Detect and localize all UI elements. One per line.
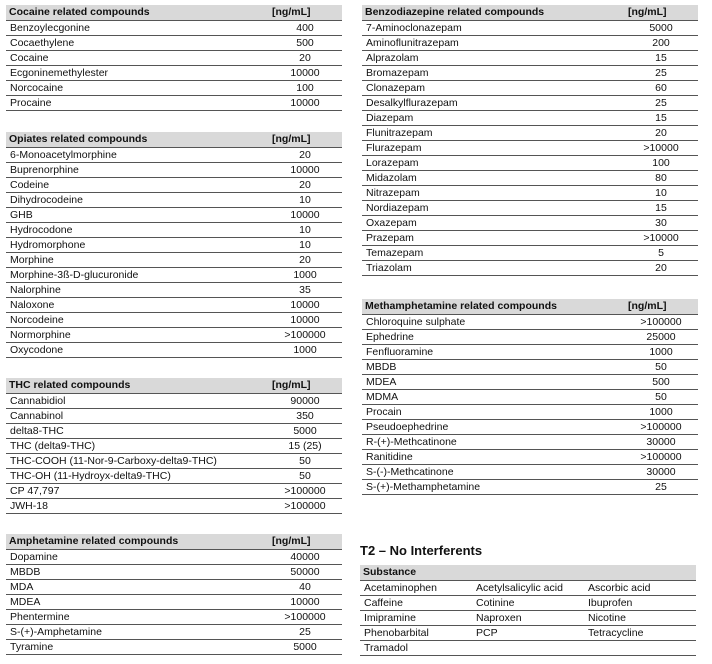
compound-name: Lorazepam	[362, 156, 624, 171]
compound-name: Norcodeine	[6, 313, 268, 328]
t2-title: T2 – No Interferents	[360, 543, 483, 558]
cutoff-value: 15	[624, 201, 698, 216]
cutoff-value: 5000	[268, 424, 342, 439]
compound-name: Oxazepam	[362, 216, 624, 231]
t2-substance-table	[360, 565, 696, 656]
cutoff-value: 10	[624, 186, 698, 201]
cutoff-value: 10	[268, 223, 342, 238]
table-row	[362, 156, 698, 171]
cutoff-value: 20	[624, 261, 698, 276]
substance-header: Substance	[360, 565, 696, 581]
compound-name: Flunitrazepam	[362, 126, 624, 141]
substance-name: Tetracycline	[584, 626, 696, 641]
table-row	[6, 394, 342, 409]
cocaine-table	[6, 5, 342, 111]
compound-name: Clonazepam	[362, 81, 624, 96]
compound-name: Dihydrocodeine	[6, 193, 268, 208]
unit-header: [ng/mL]	[268, 378, 342, 394]
compound-name: Chloroquine sulphate	[362, 315, 624, 330]
compound-name: Oxycodone	[6, 343, 268, 358]
cutoff-value: 40	[268, 580, 342, 595]
compound-name: Ecgoninemethylester	[6, 66, 268, 81]
compound-name: Normorphine	[6, 328, 268, 343]
table-row	[6, 81, 342, 96]
cutoff-value: 50	[624, 360, 698, 375]
compound-name: Nitrazepam	[362, 186, 624, 201]
cutoff-value: 100	[624, 156, 698, 171]
cutoff-value: 5000	[268, 640, 342, 655]
compound-name: 6-Monoacetylmorphine	[6, 148, 268, 163]
compound-name: MDEA	[362, 375, 624, 390]
table-row	[6, 238, 342, 253]
cutoff-value: 50	[268, 454, 342, 469]
substance-name: Naproxen	[472, 611, 584, 626]
compound-name: Buprenorphine	[6, 163, 268, 178]
cutoff-value: >100000	[624, 420, 698, 435]
compound-name: Naloxone	[6, 298, 268, 313]
table-row	[362, 246, 698, 261]
compound-name: Desalkylflurazepam	[362, 96, 624, 111]
compound-name: Morphine-3ß-D-glucuronide	[6, 268, 268, 283]
table-row	[362, 360, 698, 375]
cutoff-value: 1000	[624, 345, 698, 360]
cutoff-value: 15 (25)	[268, 439, 342, 454]
table-row	[6, 253, 342, 268]
compound-name: GHB	[6, 208, 268, 223]
cutoff-value: >100000	[268, 328, 342, 343]
table-row	[6, 21, 342, 36]
table-row	[362, 315, 698, 330]
table-row	[6, 595, 342, 610]
cutoff-value: 10	[268, 193, 342, 208]
table-row	[6, 178, 342, 193]
compound-name: Aminoflunitrazepam	[362, 36, 624, 51]
table-row	[6, 499, 342, 514]
table-title: Methamphetamine related compounds	[362, 299, 624, 315]
cutoff-value: 20	[268, 253, 342, 268]
cutoff-value: 25	[624, 96, 698, 111]
table-title: Amphetamine related compounds	[6, 534, 268, 550]
table-row	[362, 231, 698, 246]
cutoff-value: 35	[268, 283, 342, 298]
cutoff-value: 10000	[268, 595, 342, 610]
compound-name: S-(+)-Amphetamine	[6, 625, 268, 640]
substance-name: Nicotine	[584, 611, 696, 626]
compound-name: Benzoylecgonine	[6, 21, 268, 36]
cutoff-value: 1000	[624, 405, 698, 420]
compound-name: MDA	[6, 580, 268, 595]
substance-name: Ibuprofen	[584, 596, 696, 611]
compound-name: Cannabidiol	[6, 394, 268, 409]
table-row	[362, 465, 698, 480]
table-row	[362, 375, 698, 390]
substance-name	[472, 641, 584, 656]
compound-name: Alprazolam	[362, 51, 624, 66]
compound-name: S-(-)-Methcatinone	[362, 465, 624, 480]
substance-name: Cotinine	[472, 596, 584, 611]
unit-header: [ng/mL]	[268, 5, 342, 21]
substance-name: PCP	[472, 626, 584, 641]
compound-name: Triazolam	[362, 261, 624, 276]
table-row	[6, 193, 342, 208]
table-row	[362, 111, 698, 126]
table-row	[362, 141, 698, 156]
table-row	[360, 611, 696, 626]
compound-name: Ranitidine	[362, 450, 624, 465]
compound-name: Tyramine	[6, 640, 268, 655]
table-row	[6, 148, 342, 163]
table-row	[362, 126, 698, 141]
compound-name: Hydrocodone	[6, 223, 268, 238]
table-row	[362, 450, 698, 465]
compound-name: Nalorphine	[6, 283, 268, 298]
substance-name: Acetaminophen	[360, 581, 472, 596]
table-row	[360, 581, 696, 596]
unit-header: [ng/mL]	[624, 5, 698, 21]
compound-name: Norcocaine	[6, 81, 268, 96]
thc-table	[6, 378, 342, 514]
table-row	[6, 409, 342, 424]
compound-name: MBDB	[362, 360, 624, 375]
table-row	[362, 36, 698, 51]
compound-name: Codeine	[6, 178, 268, 193]
compound-name: delta8-THC	[6, 424, 268, 439]
table-row	[6, 343, 342, 358]
cutoff-value: 1000	[268, 268, 342, 283]
cutoff-value: 20	[268, 51, 342, 66]
compound-name: 7-Aminoclonazepam	[362, 21, 624, 36]
cutoff-value: 90000	[268, 394, 342, 409]
compound-name: Procain	[362, 405, 624, 420]
table-row	[6, 223, 342, 238]
cutoff-value: >100000	[268, 484, 342, 499]
cutoff-value: 10000	[268, 66, 342, 81]
cutoff-value: >10000	[624, 141, 698, 156]
compound-name: Nordiazepam	[362, 201, 624, 216]
table-row	[6, 268, 342, 283]
cutoff-value: 30000	[624, 465, 698, 480]
table-row	[6, 283, 342, 298]
cutoff-value: 40000	[268, 550, 342, 565]
cutoff-value: >100000	[268, 499, 342, 514]
table-row	[6, 439, 342, 454]
compound-name: CP 47,797	[6, 484, 268, 499]
cutoff-value: >100000	[268, 610, 342, 625]
table-row	[6, 625, 342, 640]
methamphetamine-table	[362, 299, 698, 495]
cutoff-value: 5000	[624, 21, 698, 36]
substance-name	[584, 641, 696, 656]
cutoff-value: 30	[624, 216, 698, 231]
unit-header: [ng/mL]	[624, 299, 698, 315]
compound-name: Pseudoephedrine	[362, 420, 624, 435]
table-row	[6, 580, 342, 595]
table-row	[362, 171, 698, 186]
table-row	[6, 51, 342, 66]
compound-name: Cocaethylene	[6, 36, 268, 51]
table-row	[6, 298, 342, 313]
table-row	[6, 36, 342, 51]
table-row	[362, 201, 698, 216]
cutoff-value: 500	[624, 375, 698, 390]
compound-name: Procaine	[6, 96, 268, 111]
amphetamine-table	[6, 534, 342, 655]
compound-name: Cocaine	[6, 51, 268, 66]
table-row	[6, 163, 342, 178]
unit-header: [ng/mL]	[268, 132, 342, 148]
table-row	[362, 420, 698, 435]
cutoff-value: 60	[624, 81, 698, 96]
table-row	[362, 21, 698, 36]
table-row	[360, 596, 696, 611]
cutoff-value: 200	[624, 36, 698, 51]
substance-name: Tramadol	[360, 641, 472, 656]
substance-name: Phenobarbital	[360, 626, 472, 641]
cutoff-value: 1000	[268, 343, 342, 358]
compound-name: Morphine	[6, 253, 268, 268]
cutoff-value: 15	[624, 51, 698, 66]
cutoff-value: 5	[624, 246, 698, 261]
cutoff-value: 50000	[268, 565, 342, 580]
cutoff-value: 20	[268, 178, 342, 193]
compound-name: Midazolam	[362, 171, 624, 186]
table-row	[6, 565, 342, 580]
cutoff-value: 10000	[268, 208, 342, 223]
cutoff-value: 10	[268, 238, 342, 253]
table-row	[6, 484, 342, 499]
table-title: THC related compounds	[6, 378, 268, 394]
compound-name: THC (delta9-THC)	[6, 439, 268, 454]
table-row	[6, 550, 342, 565]
table-row	[362, 216, 698, 231]
benzodiazepine-table	[362, 5, 698, 276]
compound-name: Bromazepam	[362, 66, 624, 81]
table-row	[362, 96, 698, 111]
compound-name: Temazepam	[362, 246, 624, 261]
substance-name: Imipramine	[360, 611, 472, 626]
compound-name: THC-COOH (11-Nor-9-Carboxy-delta9-THC)	[6, 454, 268, 469]
table-row	[362, 345, 698, 360]
cutoff-value: 500	[268, 36, 342, 51]
cutoff-value: 10000	[268, 96, 342, 111]
compound-name: THC-OH (11-Hydroyx-delta9-THC)	[6, 469, 268, 484]
cutoff-value: 80	[624, 171, 698, 186]
table-row	[362, 390, 698, 405]
compound-name: S-(+)-Methamphetamine	[362, 480, 624, 495]
cutoff-value: 30000	[624, 435, 698, 450]
compound-name: Fenfluoramine	[362, 345, 624, 360]
unit-header: [ng/mL]	[268, 534, 342, 550]
compound-name: R-(+)-Methcatinone	[362, 435, 624, 450]
table-row	[360, 641, 696, 656]
table-row	[360, 626, 696, 641]
compound-name: Diazepam	[362, 111, 624, 126]
table-row	[6, 454, 342, 469]
compound-name: MDMA	[362, 390, 624, 405]
compound-name: MDEA	[6, 595, 268, 610]
compound-name: Prazepam	[362, 231, 624, 246]
cutoff-value: 100	[268, 81, 342, 96]
table-row	[362, 330, 698, 345]
cutoff-value: 20	[268, 148, 342, 163]
cutoff-value: >10000	[624, 231, 698, 246]
compound-name: Flurazepam	[362, 141, 624, 156]
cutoff-value: >100000	[624, 450, 698, 465]
table-row	[6, 424, 342, 439]
cutoff-value: 10000	[268, 163, 342, 178]
compound-name: Dopamine	[6, 550, 268, 565]
table-row	[362, 81, 698, 96]
table-row	[6, 208, 342, 223]
table-row	[362, 51, 698, 66]
table-row	[6, 328, 342, 343]
compound-name: Phentermine	[6, 610, 268, 625]
substance-name: Caffeine	[360, 596, 472, 611]
table-row	[362, 435, 698, 450]
cutoff-value: 25000	[624, 330, 698, 345]
cutoff-value: 10000	[268, 298, 342, 313]
cutoff-value: 400	[268, 21, 342, 36]
table-row	[362, 480, 698, 495]
table-row	[362, 66, 698, 81]
cutoff-value: 25	[624, 480, 698, 495]
compound-name: JWH-18	[6, 499, 268, 514]
compound-name: MBDB	[6, 565, 268, 580]
table-title: Cocaine related compounds	[6, 5, 268, 21]
cutoff-value: 25	[268, 625, 342, 640]
cutoff-value: 15	[624, 111, 698, 126]
cutoff-value: 50	[624, 390, 698, 405]
table-row	[6, 313, 342, 328]
table-row	[6, 96, 342, 111]
substance-name: Acetylsalicylic acid	[472, 581, 584, 596]
table-row	[6, 469, 342, 484]
cutoff-value: 50	[268, 469, 342, 484]
cutoff-value: 350	[268, 409, 342, 424]
compound-name: Hydromorphone	[6, 238, 268, 253]
table-row	[6, 66, 342, 81]
compound-name: Cannabinol	[6, 409, 268, 424]
cutoff-value: 20	[624, 126, 698, 141]
cutoff-value: 10000	[268, 313, 342, 328]
compound-name: Ephedrine	[362, 330, 624, 345]
opiates-table	[6, 132, 342, 358]
cutoff-value: >100000	[624, 315, 698, 330]
substance-name: Ascorbic acid	[584, 581, 696, 596]
cutoff-value: 25	[624, 66, 698, 81]
table-row	[6, 610, 342, 625]
table-title: Benzodiazepine related compounds	[362, 5, 624, 21]
table-row	[6, 640, 342, 655]
table-row	[362, 186, 698, 201]
table-title: Opiates related compounds	[6, 132, 268, 148]
table-row	[362, 405, 698, 420]
table-row	[362, 261, 698, 276]
